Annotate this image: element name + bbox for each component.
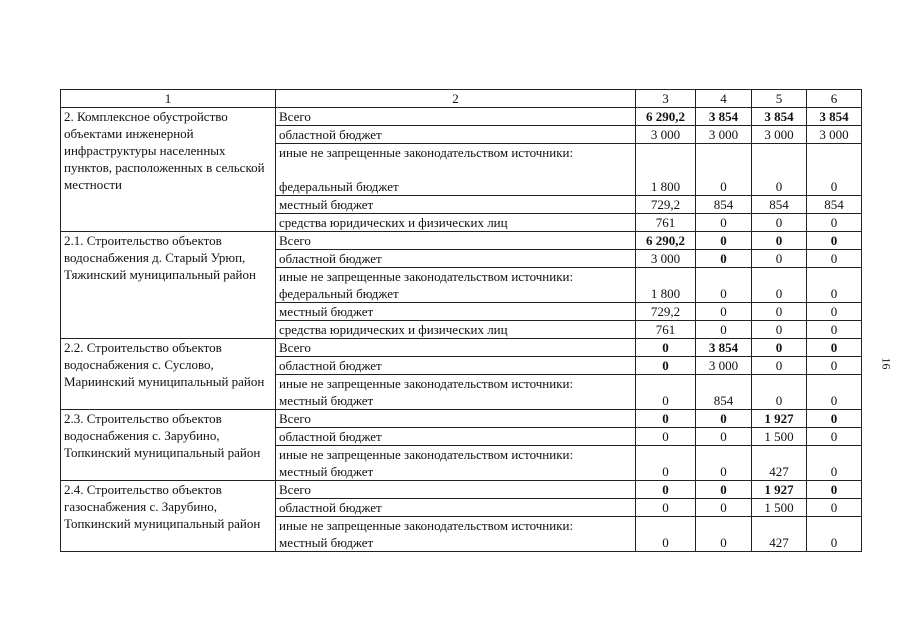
row-label	[276, 446, 636, 481]
value-cell: 0	[636, 499, 696, 517]
value-cell: 761	[636, 321, 696, 339]
row-label: Всего	[276, 232, 636, 250]
header-cell: 2	[276, 90, 636, 108]
header-cell: 6	[807, 90, 862, 108]
value-cell: 1 800	[636, 268, 696, 303]
row-label	[276, 268, 636, 303]
row-label: областной бюджет	[276, 250, 636, 268]
value-cell: 0	[752, 339, 807, 357]
value-cell: 0	[807, 375, 862, 410]
value-cell: 0	[807, 481, 862, 499]
value-cell: 0	[752, 321, 807, 339]
other-sources-label: иные не запрещенные законодательством источники:	[279, 269, 574, 284]
row-label: областной бюджет	[276, 428, 636, 446]
value-cell: 1 927	[752, 481, 807, 499]
value-cell: 3 000	[696, 126, 752, 144]
value-cell: 854	[696, 196, 752, 214]
header-row	[61, 90, 862, 108]
value-cell: 0	[636, 428, 696, 446]
section-title: 2.3. Строительство объектов водоснабжения с. Зарубино, Топкинский муниципальный район	[61, 410, 276, 481]
other-sources-label: иные не запрещенные законодательством источники:	[279, 447, 574, 462]
value-cell: 3 854	[752, 108, 807, 126]
value-cell: 0	[696, 214, 752, 232]
value-cell: 0	[752, 375, 807, 410]
header-cell: 4	[696, 90, 752, 108]
value-cell: 1 500	[752, 499, 807, 517]
value-cell: 0	[696, 232, 752, 250]
row-label	[276, 144, 636, 196]
row-label: средства юридических и физических лиц	[276, 214, 636, 232]
value-cell: 0	[752, 232, 807, 250]
value-cell: 6 290,2	[636, 108, 696, 126]
row-label: средства юридических и физических лиц	[276, 321, 636, 339]
source-label: федеральный бюджет	[279, 179, 399, 194]
other-sources-label: иные не запрещенные законодательством источники:	[279, 376, 574, 391]
value-cell: 0	[807, 214, 862, 232]
value-cell: 3 854	[807, 108, 862, 126]
value-cell: 0	[807, 339, 862, 357]
section-title: 2.1. Строительство объектов водоснабжения д. Старый Урюп, Тяжинский муниципальный район	[61, 232, 276, 339]
value-cell: 761	[636, 214, 696, 232]
row-label: областной бюджет	[276, 499, 636, 517]
row-label: местный бюджет	[276, 303, 636, 321]
value-cell: 729,2	[636, 303, 696, 321]
row-label: местный бюджет	[276, 196, 636, 214]
header-cell: 1	[61, 90, 276, 108]
header-cell: 5	[752, 90, 807, 108]
value-cell: 0	[807, 321, 862, 339]
value-cell: 0	[807, 232, 862, 250]
value-cell: 0	[696, 321, 752, 339]
value-cell: 3 854	[696, 108, 752, 126]
value-cell: 6 290,2	[636, 232, 696, 250]
header-cell: 3	[636, 90, 696, 108]
value-cell: 0	[752, 250, 807, 268]
value-cell: 0	[696, 517, 752, 552]
value-cell: 3 000	[696, 357, 752, 375]
value-cell: 0	[636, 410, 696, 428]
value-cell: 427	[752, 446, 807, 481]
value-cell: 0	[807, 428, 862, 446]
value-cell: 0	[636, 481, 696, 499]
value-cell: 0	[807, 446, 862, 481]
other-sources-label: иные не запрещенные законодательством источники:	[279, 145, 574, 160]
value-cell: 0	[696, 446, 752, 481]
table-row	[61, 339, 862, 357]
source-label: местный бюджет	[279, 464, 374, 479]
value-cell: 0	[696, 250, 752, 268]
value-cell: 729,2	[636, 196, 696, 214]
source-label: федеральный бюджет	[279, 286, 399, 301]
section-title: 2.4. Строительство объектов газоснабжения с. Зарубино, Топкинский муниципальный район	[61, 481, 276, 552]
row-label: Всего	[276, 108, 636, 126]
value-cell: 0	[807, 268, 862, 303]
value-cell: 0	[807, 357, 862, 375]
value-cell: 3 000	[636, 126, 696, 144]
section-title: 2.2. Строительство объектов водоснабжения с. Суслово, Мариинский муниципальный район	[61, 339, 276, 410]
row-label: областной бюджет	[276, 126, 636, 144]
value-cell: 0	[696, 144, 752, 196]
value-cell: 0	[696, 410, 752, 428]
value-cell: 0	[752, 357, 807, 375]
value-cell: 854	[752, 196, 807, 214]
table-row	[61, 410, 862, 428]
value-cell: 0	[636, 339, 696, 357]
value-cell: 3 000	[807, 126, 862, 144]
value-cell: 0	[752, 144, 807, 196]
other-sources-label: иные не запрещенные законодательством источники:	[279, 518, 574, 533]
row-label: Всего	[276, 481, 636, 499]
value-cell: 0	[636, 517, 696, 552]
value-cell: 0	[807, 303, 862, 321]
table-row	[61, 481, 862, 499]
table-row	[61, 108, 862, 126]
row-label: Всего	[276, 410, 636, 428]
value-cell: 0	[807, 517, 862, 552]
row-label	[276, 517, 636, 552]
row-label: областной бюджет	[276, 357, 636, 375]
value-cell: 0	[752, 214, 807, 232]
value-cell: 0	[807, 410, 862, 428]
budget-table	[60, 89, 862, 552]
source-label: местный бюджет	[279, 393, 374, 408]
value-cell: 3 000	[636, 250, 696, 268]
value-cell: 0	[696, 268, 752, 303]
value-cell: 0	[696, 499, 752, 517]
source-label: местный бюджет	[279, 535, 374, 550]
value-cell: 3 854	[696, 339, 752, 357]
value-cell: 0	[636, 375, 696, 410]
value-cell: 0	[696, 303, 752, 321]
row-label: Всего	[276, 339, 636, 357]
value-cell: 0	[636, 446, 696, 481]
value-cell: 0	[696, 481, 752, 499]
section-title: 2. Комплексное обустройство объектами инженерной инфраструктуры населенных пунктов, расположенных в сельской местности	[61, 108, 276, 232]
value-cell: 1 500	[752, 428, 807, 446]
value-cell: 3 000	[752, 126, 807, 144]
value-cell: 0	[696, 428, 752, 446]
value-cell: 0	[807, 499, 862, 517]
page-number: 16	[879, 357, 894, 370]
row-label	[276, 375, 636, 410]
value-cell: 0	[807, 250, 862, 268]
value-cell: 0	[636, 357, 696, 375]
value-cell: 427	[752, 517, 807, 552]
value-cell: 1 800	[636, 144, 696, 196]
table-row	[61, 232, 862, 250]
value-cell: 0	[807, 144, 862, 196]
value-cell: 854	[696, 375, 752, 410]
value-cell: 1 927	[752, 410, 807, 428]
value-cell: 0	[752, 268, 807, 303]
value-cell: 0	[752, 303, 807, 321]
value-cell: 854	[807, 196, 862, 214]
